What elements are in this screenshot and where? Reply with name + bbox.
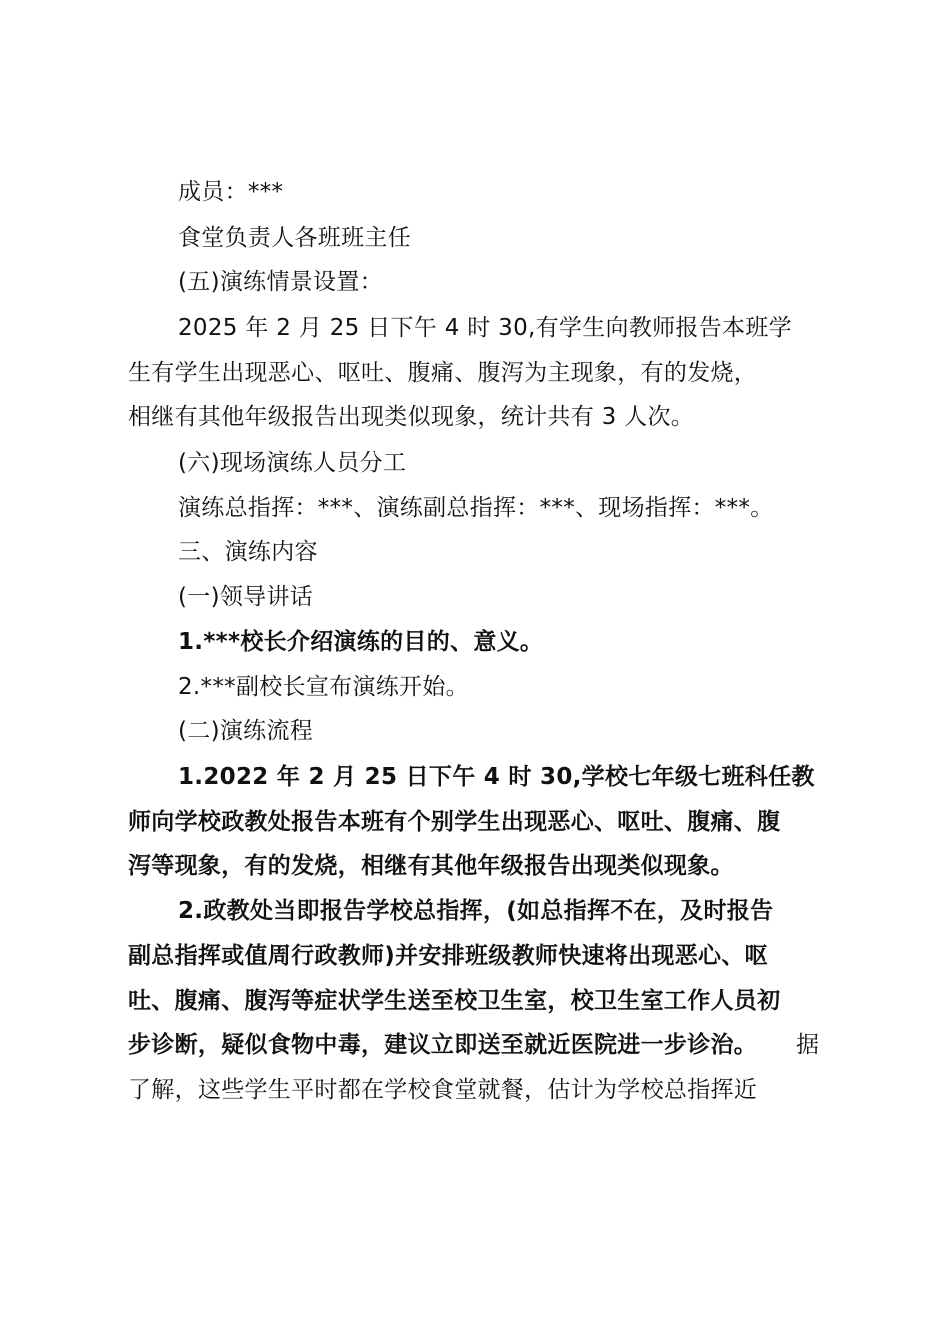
flow2-line: 2.政教处当即报告学校总指挥，(如总指挥不在，及时报告 bbox=[178, 898, 774, 924]
members-line: 成员：*** bbox=[178, 179, 284, 205]
sub2-heading: (二)演练流程 bbox=[178, 718, 314, 744]
flow1-line: 师向学校政教处报告本班有个别学生出现恶心、呕吐、腹痛、腹 bbox=[128, 809, 781, 835]
flow2-tail: 据 bbox=[796, 1032, 820, 1058]
flow2-line: 步诊断，疑似食物中毒，建议立即送至就近医院进一步诊治。 bbox=[128, 1032, 758, 1058]
canteen-line: 食堂负责人各班班主任 bbox=[178, 225, 411, 251]
commanders-line: 演练总指挥：***、演练副总指挥：***、现场指挥：***。 bbox=[178, 495, 774, 521]
part3-heading: 三、演练内容 bbox=[178, 539, 318, 565]
flow2-line: 吐、腹痛、腹泻等症状学生送至校卫生室，校卫生室工作人员初 bbox=[128, 988, 781, 1014]
section5-heading: (五)演练情景设置： bbox=[178, 269, 383, 295]
section6-heading: (六)现场演练人员分工 bbox=[178, 450, 407, 476]
flow1-line: 1.2022 年 2 月 25 日下午 4 时 30,学校七年级七班科任教 bbox=[178, 764, 815, 790]
flow2-continuation: 了解，这些学生平时都在学校食堂就餐，估计为学校总指挥近 bbox=[128, 1077, 758, 1103]
scenario-line: 2025 年 2 月 25 日下午 4 时 30,有学生向教师报告本班学 bbox=[178, 315, 792, 341]
sub1-heading: (一)领导讲话 bbox=[178, 584, 314, 610]
scenario-line: 相继有其他年级报告出现类似现象，统计共有 3 人次。 bbox=[128, 404, 695, 430]
flow2-line: 副总指挥或值周行政教师)并安排班级教师快速将出现恶心、呕 bbox=[128, 943, 768, 969]
scenario-line: 生有学生出现恶心、呕吐、腹痛、腹泻为主现象，有的发烧， bbox=[128, 360, 758, 386]
speech2-line: 2.***副校长宣布演练开始。 bbox=[178, 674, 469, 700]
flow1-line: 泻等现象，有的发烧，相继有其他年级报告出现类似现象。 bbox=[128, 853, 734, 879]
speech1-line: 1.***校长介绍演练的目的、意义。 bbox=[178, 629, 544, 655]
